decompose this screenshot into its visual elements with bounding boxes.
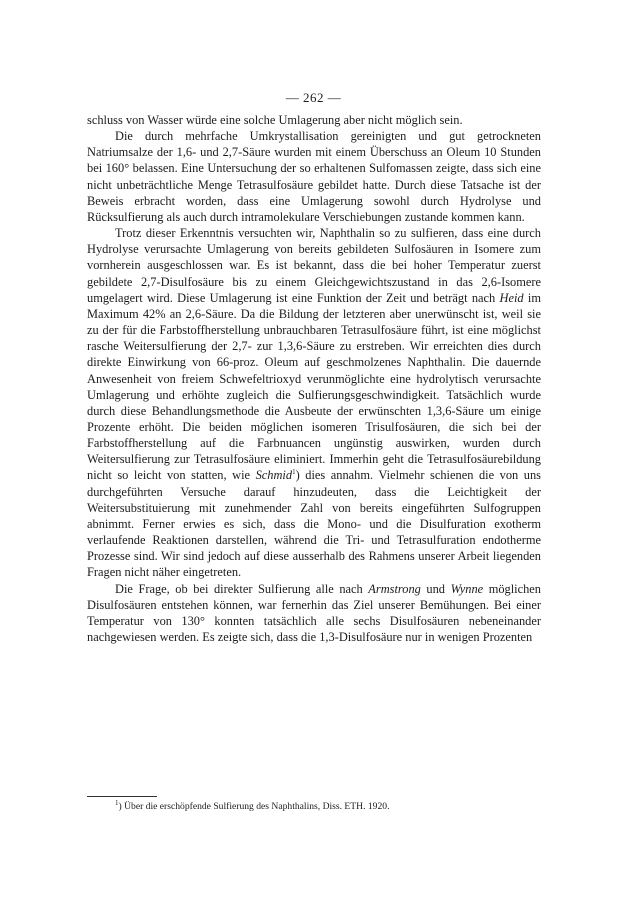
page-number: — 262 — (285, 90, 342, 105)
text-run: Die Frage, ob bei direkter Sulfierung alle nach (115, 581, 369, 596)
footnote-divider (87, 796, 157, 797)
text-run: Trotz dieser Erkenntnis versuchten wir, Naphthalin so zu sulfieren, dass eine durch Hydrolyse verursachte Umlagerung von bereits gebildeten Sulfosäuren in Isomere zum vornherein ausgeschlossen war. Es ist bekannt, dass die bei hoher Temperatur zuerst gebildete 2,7-Disulfosäure bis zu einem Gleichgewichtszustand in das 2,6-Isomere umgelagert wird. Diese Umlagerung ist eine Funktion der Zeit und beträgt nach (87, 226, 541, 305)
text-run: möglichen Disulfosäuren entstehen können, war fernerhin das Ziel unserer Bemühungen. Bei einer Temperatur von 130° konnten tatsächlich alle sechs Disulfosäuren nebeneinander nachgewiesen werden. Es zeigte sich, dass die 1,3-Disulfosäure nur in wenigen Prozenten (87, 581, 542, 644)
cited-author: Heid (499, 290, 524, 305)
cited-author: Armstrong (368, 581, 421, 596)
text-run: im Maximum 42% an 2,6-Säure. Da die Bildung der letzteren aber unerwünscht ist, weil sie zu der für die Farbstoffherstellung unbrauchbaren Tetrasulfosäure führt, ist eine möglichst rasche Weitersulfierung der 2,7- zur 1,3,6-Säure zu erstreben. Wir erreichten dies durch direkte Einwirkung von 66-proz. Oleum auf geschmolzenes Naphthalin. Die dauernde Anwesenheit von freiem Schwefeltrioxyd verunmöglichte eine hydrolytisch verursachte Umlagerung und erhöhte zugleich die Sulfierungsgeschwindigkeit. Tatsächlich wurde durch diese Behandlungsmethode die Ausbeute der erwünschten 1,3,6-Säure um einige Prozente erhöht. Die beiden möglichen isomeren Trisulfosäuren, die sich bei der Farbstoffherstellung auf die Farbnuancen ungünstig auswirken, wurden durch Weitersulfierung zur Tetrasulfosäure eliminiert. Immerhin geht die Tetrasulfosäurebildung nicht so leicht von statten, wie (87, 290, 541, 483)
cited-author: Wynne (450, 581, 484, 596)
paragraph (87, 581, 541, 646)
text-run: und (420, 581, 451, 596)
paragraph (87, 225, 541, 580)
footnote-ref: 1 (292, 468, 296, 477)
footnote-text: ) Über die erschöpfende Sulfierung des Naphthalins, Diss. ETH. 1920. (118, 801, 390, 812)
text-run: ) dies annahm. Vielmehr schienen die von uns durchgeführten Versuche darauf hinzudeuten, dass die Leichtigkeit der Weitersubstituierung mit zunehmender Zahl von bereits eingeführten Sulfogruppen abnimmt. Ferner erwies es sich, dass die Mono- und die Disulfuration exotherm verlaufende Reaktionen darstellen, während die Tri- und Tetrasulfuration endotherme Prozesse sind. Wir sind jedoch auf diese ausserhalb des Rahmens unserer Arbeit liegenden Fragen nicht näher eingetreten. (87, 468, 541, 580)
text-run: schluss von Wasser würde eine solche Umlagerung aber nicht möglich sein. (87, 113, 463, 127)
cited-author: Schmid (255, 468, 293, 483)
text-run: Die durch mehrfache Umkrystallisation gereinigten und gut getrockneten Natriumsalze der 1,6- und 2,7-Säure wurden mit einem Überschuss an Oleum 10 Stunden bei 160° belassen. Eine Untersuchung der so erhaltenen Sulfomassen zeigte, dass sich eine nicht unbeträchtliche Menge Tetrasulfosäure gebildet hatte. Durch diese Tatsache ist der Beweis erbracht worden, dass eine Umlagerung sowohl durch Hydrolyse und Rücksulfierung als auch durch intramolekulare Verschiebungen zustande kommen kann. (87, 129, 541, 224)
body-text (87, 112, 541, 645)
footnote (115, 798, 390, 813)
footnote-marker: 1 (115, 798, 119, 807)
paragraph (87, 128, 541, 225)
paragraph (87, 112, 541, 128)
